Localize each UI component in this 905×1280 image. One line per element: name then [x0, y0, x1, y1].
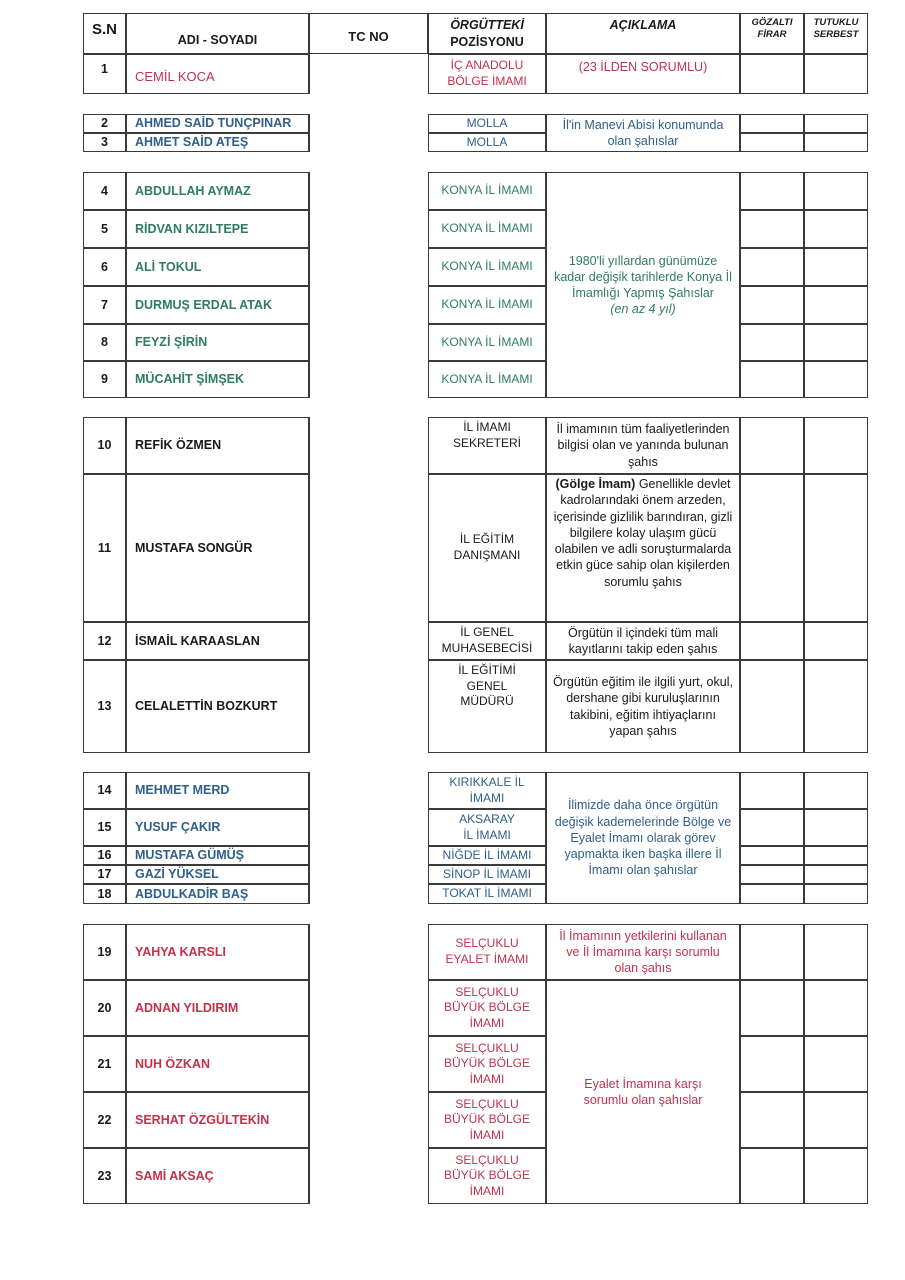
row-name: İSMAİL KARAASLAN	[126, 622, 309, 660]
row-sn: 8	[83, 324, 126, 361]
row-sn: 23	[83, 1148, 126, 1204]
header-position-line2: POZİSYONU	[450, 34, 524, 49]
row-position: MOLLA	[428, 133, 546, 152]
row-name: REFİK ÖZMEN	[126, 417, 309, 474]
row-detained	[740, 622, 804, 660]
row-position: İL EĞİTİM DANIŞMANI	[428, 474, 546, 622]
row-name: NUH ÖZKAN	[126, 1036, 309, 1092]
row-arrested	[804, 210, 868, 248]
row-detained	[740, 865, 804, 884]
row-detained	[740, 772, 804, 809]
description-text: 1980'li yıllardan günümüze kadar değişik tarihlerde Konya İl İmamlığı Yapmış Şahıslar	[554, 253, 732, 300]
row-sn: 19	[83, 924, 126, 980]
row-name: ADNAN YILDIRIM	[126, 980, 309, 1036]
row-name: ABDULKADİR BAŞ	[126, 884, 309, 904]
row-detained	[740, 172, 804, 210]
row-name: GAZİ YÜKSEL	[126, 865, 309, 884]
row-detained	[740, 474, 804, 622]
row-arrested	[804, 1036, 868, 1092]
row-description: Örgütün il içindeki tüm mali kayıtlarını takip eden şahıs	[546, 622, 740, 660]
row-sn: 7	[83, 286, 126, 324]
row-position: İL GENEL MUHASEBECİSİ	[428, 622, 546, 660]
row-position: NİĞDE İL İMAMI	[428, 846, 546, 865]
row-detained	[740, 924, 804, 980]
row-detained	[740, 54, 804, 94]
header-description: AÇIKLAMA	[546, 13, 740, 54]
row-sn: 10	[83, 417, 126, 474]
row-description	[546, 474, 740, 622]
row-sn: 1	[83, 54, 126, 94]
row-arrested	[804, 172, 868, 210]
row-name: YAHYA KARSLI	[126, 924, 309, 980]
row-arrested	[804, 660, 868, 753]
row-description: (23 İLDEN SORUMLU)	[546, 54, 740, 94]
description-emphasis: (Gölge İmam)	[555, 477, 636, 491]
row-name: ABDULLAH AYMAZ	[126, 172, 309, 210]
row-arrested	[804, 1092, 868, 1148]
row-arrested	[804, 324, 868, 361]
row-position: SELÇUKLU BÜYÜK BÖLGE İMAMI	[428, 980, 546, 1036]
group-description: İl'in Manevi Abisi konumunda olan şahıslar	[546, 114, 740, 152]
group-description: İlimizde daha önce örgütün değişik kademelerinde Bölge ve Eyalet İmamı olarak görev yapmakta iken başka illere İl İmamı olan şahıslar	[546, 772, 740, 904]
row-sn: 2	[83, 114, 126, 133]
row-arrested	[804, 809, 868, 846]
row-arrested	[804, 772, 868, 809]
row-detained	[740, 1036, 804, 1092]
row-arrested	[804, 846, 868, 865]
row-sn: 6	[83, 248, 126, 286]
description-note: (en az 4 yıl)	[610, 302, 676, 317]
row-sn: 14	[83, 772, 126, 809]
row-detained	[740, 361, 804, 398]
row-arrested	[804, 622, 868, 660]
row-position: SELÇUKLU BÜYÜK BÖLGE İMAMI	[428, 1036, 546, 1092]
row-sn: 13	[83, 660, 126, 753]
row-arrested	[804, 248, 868, 286]
row-name: SAMİ AKSAÇ	[126, 1148, 309, 1204]
tc-stub	[309, 924, 319, 1204]
row-sn: 20	[83, 980, 126, 1036]
row-position: TOKAT İL İMAMI	[428, 884, 546, 904]
row-position: İÇ ANADOLU BÖLGE İMAMI	[428, 54, 546, 94]
row-sn: 9	[83, 361, 126, 398]
row-name: MEHMET MERD	[126, 772, 309, 809]
header-name: ADI - SOYADI	[126, 13, 309, 54]
row-detained	[740, 1092, 804, 1148]
row-position: MOLLA	[428, 114, 546, 133]
pos-stub	[419, 772, 429, 904]
row-arrested	[804, 924, 868, 980]
pos-stub	[419, 417, 429, 753]
row-arrested	[804, 1148, 868, 1204]
row-name: FEYZİ ŞİRİN	[126, 324, 309, 361]
header-detained: GÖZALTI FİRAR	[740, 13, 804, 54]
row-position: İL EĞİTİMİ GENEL MÜDÜRÜ	[428, 660, 546, 753]
row-position: KONYA İL İMAMI	[428, 324, 546, 361]
row-arrested	[804, 865, 868, 884]
row-detained	[740, 324, 804, 361]
row-position: KIRIKKALE İL İMAMI	[428, 772, 546, 809]
row-detained	[740, 884, 804, 904]
header-position-line1: ÖRGÜTTEKİ	[450, 18, 524, 33]
row-arrested	[804, 361, 868, 398]
row-name: AHMET SAİD ATEŞ	[126, 133, 309, 152]
header-tc: TC NO	[309, 13, 428, 54]
pos-stub	[419, 114, 429, 152]
row-sn: 3	[83, 133, 126, 152]
row-name: CELALETTİN BOZKURT	[126, 660, 309, 753]
row-detained	[740, 846, 804, 865]
row-name: YUSUF ÇAKIR	[126, 809, 309, 846]
row-name: SERHAT ÖZGÜLTEKİN	[126, 1092, 309, 1148]
description-text: Genellikle devlet kadrolarındaki önem arzeden, içerisinde gizlilik barındıran, gizli bilgilere kolay ulaşım gücü olabilen ve adli soruşturmalarda etkin güce sahip olan kişilerden sorumlu şahıs	[553, 477, 733, 589]
tc-stub	[309, 114, 319, 152]
row-sn: 4	[83, 172, 126, 210]
row-name: MUSTAFA SONGÜR	[126, 474, 309, 622]
tc-stub	[309, 772, 319, 904]
group-description	[546, 172, 740, 398]
header-position	[428, 13, 546, 54]
group-description: Eyalet İmamına karşı sorumlu olan şahıslar	[546, 980, 740, 1204]
row-sn: 16	[83, 846, 126, 865]
row-name: MUSTAFA GÜMÜŞ	[126, 846, 309, 865]
row-name: AHMED SAİD TUNÇPINAR	[126, 114, 309, 133]
row-name: RİDVAN KIZILTEPE	[126, 210, 309, 248]
row-arrested	[804, 114, 868, 133]
row-arrested	[804, 980, 868, 1036]
row-sn: 15	[83, 809, 126, 846]
row-name: CEMİL KOCA	[126, 54, 309, 94]
row-tc	[309, 54, 319, 94]
row-arrested	[804, 54, 868, 94]
row-detained	[740, 417, 804, 474]
row-detained	[740, 210, 804, 248]
row-detained	[740, 133, 804, 152]
tc-stub	[309, 172, 319, 398]
row-detained	[740, 809, 804, 846]
pos-stub	[419, 172, 429, 398]
row-sn: 11	[83, 474, 126, 622]
row-position: SELÇUKLU BÜYÜK BÖLGE İMAMI	[428, 1148, 546, 1204]
row-description: Örgütün eğitim ile ilgili yurt, okul, dershane gibi kuruluşlarının takibini, eğitim ihtiyaçlarını yapan şahıs	[546, 660, 740, 753]
row-position: SİNOP İL İMAMI	[428, 865, 546, 884]
row-position: KONYA İL İMAMI	[428, 210, 546, 248]
pos-stub	[419, 924, 429, 1204]
row-position: KONYA İL İMAMI	[428, 172, 546, 210]
row-sn: 12	[83, 622, 126, 660]
row-name: MÜCAHİT ŞİMŞEK	[126, 361, 309, 398]
row-description: İl İmamının yetkilerini kullanan ve İl İmamına karşı sorumlu olan şahıs	[546, 924, 740, 980]
row-sn: 21	[83, 1036, 126, 1092]
row-detained	[740, 248, 804, 286]
row-arrested	[804, 474, 868, 622]
row-detained	[740, 1148, 804, 1204]
tc-stub	[309, 417, 319, 753]
row-arrested	[804, 286, 868, 324]
row-arrested	[804, 417, 868, 474]
row-position: İL İMAMI SEKRETERİ	[428, 417, 546, 474]
row-position: KONYA İL İMAMI	[428, 361, 546, 398]
row-description: İl imamının tüm faaliyetlerinden bilgisi olan ve yanında bulunan şahıs	[546, 417, 740, 474]
row-position: AKSARAY İL İMAMI	[428, 809, 546, 846]
row-sn: 17	[83, 865, 126, 884]
row-detained	[740, 114, 804, 133]
row-name: ALİ TOKUL	[126, 248, 309, 286]
header-sn: S.N	[83, 13, 126, 54]
row-detained	[740, 660, 804, 753]
row-detained	[740, 980, 804, 1036]
row-arrested	[804, 133, 868, 152]
row-sn: 22	[83, 1092, 126, 1148]
row-position: SELÇUKLU EYALET İMAMI	[428, 924, 546, 980]
row-sn: 5	[83, 210, 126, 248]
row-name: DURMUŞ ERDAL ATAK	[126, 286, 309, 324]
row-detained	[740, 286, 804, 324]
row-position: SELÇUKLU BÜYÜK BÖLGE İMAMI	[428, 1092, 546, 1148]
row-position: KONYA İL İMAMI	[428, 248, 546, 286]
row-arrested	[804, 884, 868, 904]
row-sn: 18	[83, 884, 126, 904]
header-arrested: TUTUKLU SERBEST	[804, 13, 868, 54]
row-position: KONYA İL İMAMI	[428, 286, 546, 324]
